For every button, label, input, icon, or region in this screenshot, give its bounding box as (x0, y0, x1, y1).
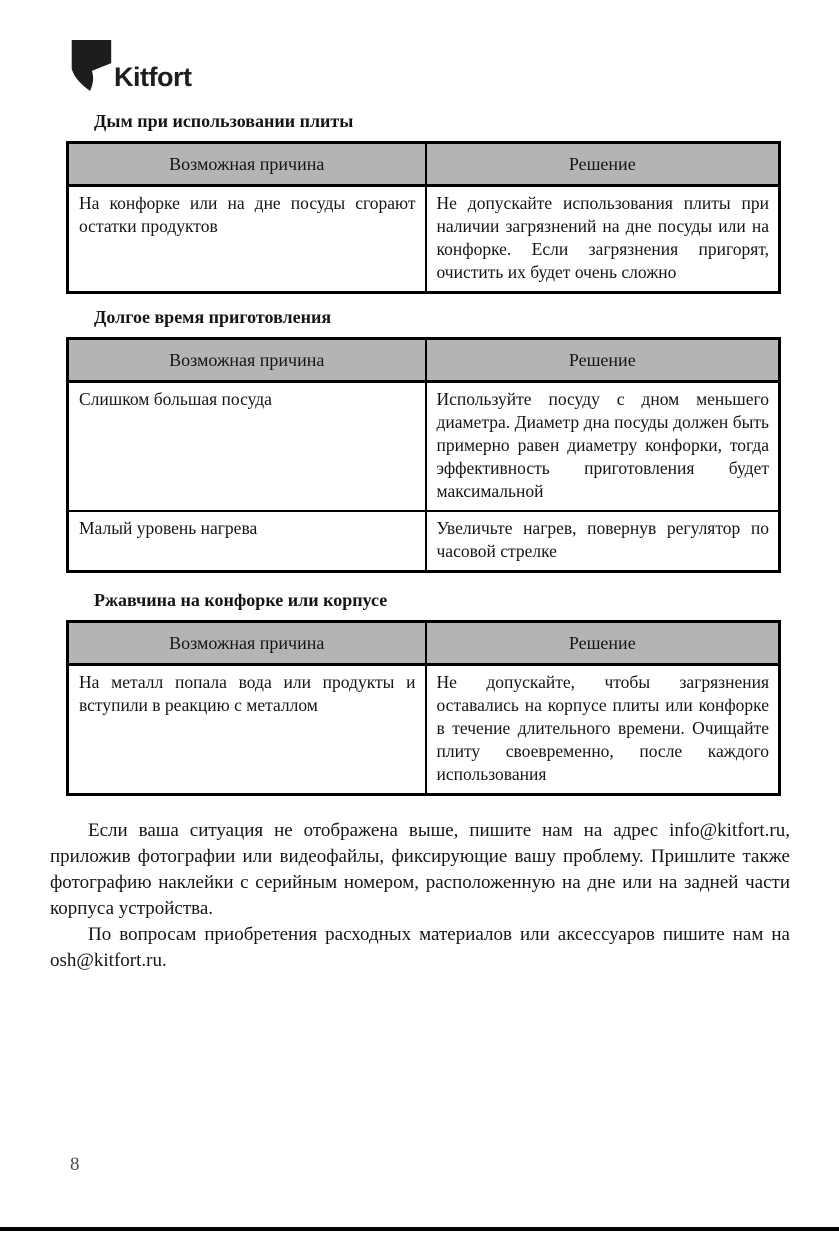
section-heading-long-cooking: Долгое время приготовления (94, 307, 332, 327)
troubleshooting-table-long-cooking (66, 337, 781, 573)
page-bottom-edge (0, 1227, 839, 1231)
table-row (68, 665, 780, 795)
brand-logo (68, 40, 839, 92)
troubleshooting-table-rust (66, 620, 781, 796)
cause-cell: Малый уровень нагрева (68, 511, 426, 572)
solution-cell: Не допускайте использования плиты при наличии загрязнений на дне посуды или на конфорке. Если загрязнения пригорят, очистить их будет очень сложно (426, 186, 780, 293)
solution-cell: Не допускайте, чтобы загрязнения оставались на корпусе плиты или конфорке в течение длительного времени. Очищайте плиту своевременно, после каждого использования (426, 665, 780, 795)
header-cell-solution: Решение (426, 339, 780, 382)
troubleshooting-table-smoke (66, 141, 781, 294)
cause-cell: На конфорке или на дне посуды сгорают остатки продуктов (68, 186, 426, 293)
header-cell-cause: Возможная причина (68, 622, 426, 665)
solution-cell: Увеличьте нагрев, повернув регулятор по часовой стрелке (426, 511, 780, 572)
header-cell-cause: Возможная причина (68, 339, 426, 382)
table-row (68, 186, 780, 293)
section-heading-rust: Ржавчина на конфорке или корпусе (94, 590, 388, 610)
page-number: 8 (70, 1154, 80, 1175)
table-row (68, 382, 780, 512)
cause-cell: Слишком большая посуда (68, 382, 426, 512)
orders-paragraph: По вопросам приобретения расходных материалов или аксессуаров пишите нам на osh@kitfort.ru. (50, 924, 790, 971)
kitfort-logo-icon (68, 40, 112, 92)
manual-page (0, 40, 839, 1234)
table-row (68, 511, 780, 572)
header-cell-solution: Решение (426, 622, 780, 665)
kitfort-wordmark: Kitfort (114, 62, 192, 92)
contact-info-block (50, 818, 790, 974)
cause-cell: На металл попала вода или продукты и вступили в реакцию с металлом (68, 665, 426, 795)
contact-paragraph: Если ваша ситуация не отображена выше, пишите нам на адрес info@kitfort.ru, приложив фотографии или видеофайлы, фиксирующие вашу проблему. Пришлите также фотографию наклейки с серийным номером, расположенную на дне или на задней части корпуса устройства. (50, 820, 790, 919)
header-cell-solution: Решение (426, 143, 780, 186)
table-header-row (68, 622, 780, 665)
table-header-row (68, 143, 780, 186)
table-header-row (68, 339, 780, 382)
section-heading-smoke: Дым при использовании плиты (94, 111, 354, 131)
solution-cell: Используйте посуду с дном меньшего диаметра. Диаметр дна посуды должен быть примерно равен диаметру конфорки, тогда эффективность приготовления будет максимальной (426, 382, 780, 512)
header-cell-cause: Возможная причина (68, 143, 426, 186)
